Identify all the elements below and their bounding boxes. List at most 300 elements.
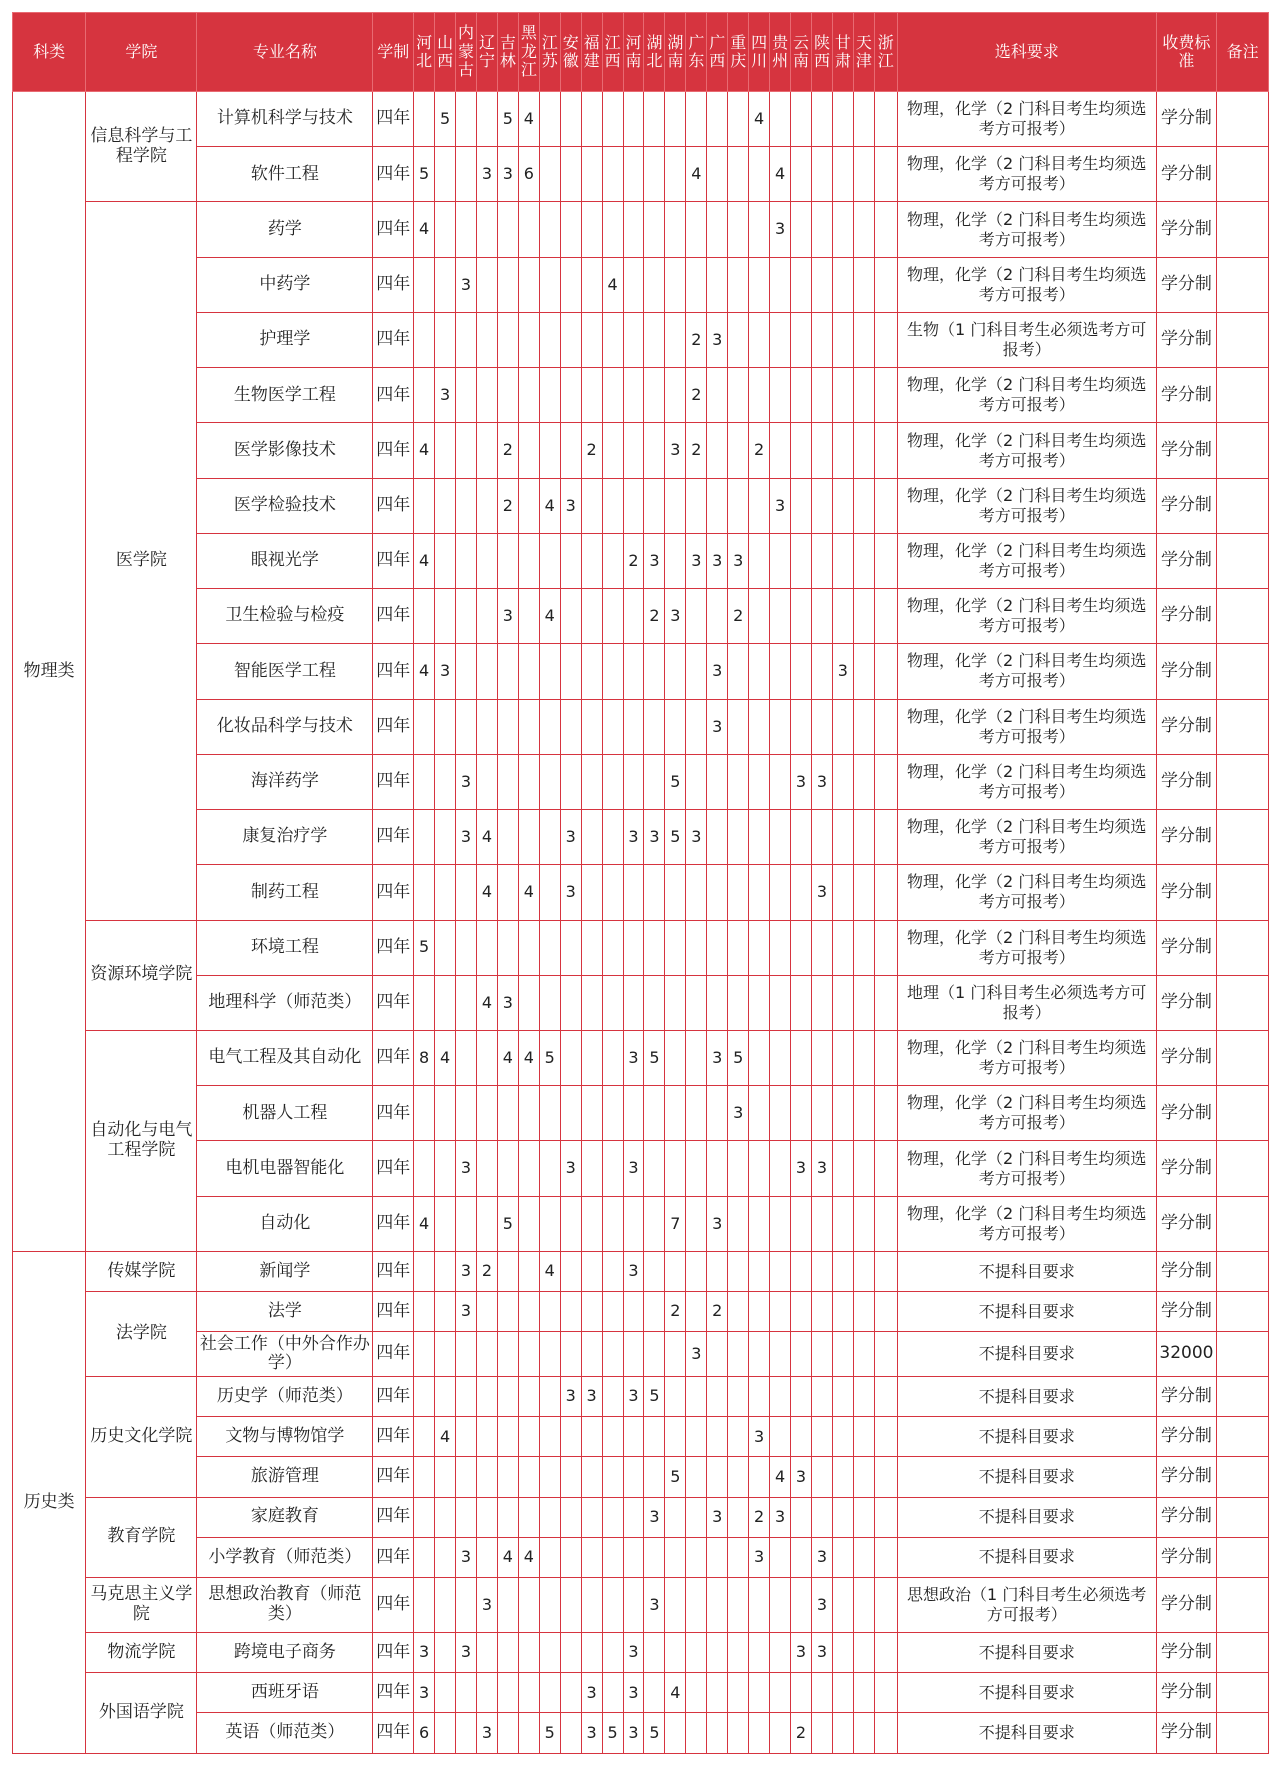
province-quota-cell	[874, 1537, 897, 1577]
province-quota-cell	[874, 1141, 897, 1196]
province-quota-cell	[435, 699, 456, 754]
requirement-cell: 生物（1 门科目考生必须选考方可报考）	[897, 312, 1156, 367]
province-quota-cell	[686, 1713, 707, 1754]
duration-cell: 四年	[373, 312, 414, 367]
province-quota-cell	[644, 1457, 665, 1497]
province-quota-cell	[623, 865, 644, 920]
province-quota-cell	[623, 1292, 644, 1332]
province-quota-cell	[456, 1030, 477, 1085]
province-quota-cell	[560, 754, 581, 809]
province-quota-cell	[414, 1497, 435, 1537]
province-quota-cell	[623, 1417, 644, 1457]
province-quota-cell	[518, 312, 539, 367]
fee-cell: 学分制	[1156, 699, 1217, 754]
note-cell	[1217, 1030, 1269, 1085]
province-quota-cell	[874, 810, 897, 865]
province-quota-cell	[832, 1030, 853, 1085]
province-quota-cell	[707, 1713, 728, 1754]
province-quota-cell	[874, 1497, 897, 1537]
province-quota-cell	[791, 1577, 812, 1632]
province-quota-cell: 2	[686, 312, 707, 367]
province-quota-cell	[581, 1497, 602, 1537]
requirement-cell: 不提科目要求	[897, 1377, 1156, 1417]
province-quota-cell: 4	[414, 1196, 435, 1251]
province-quota-cell	[644, 754, 665, 809]
province-quota-cell	[749, 754, 770, 809]
province-quota-cell	[560, 1030, 581, 1085]
major-name-cell: 软件工程	[197, 147, 373, 202]
header-province: 浙江	[874, 13, 897, 92]
province-quota-cell	[497, 699, 518, 754]
table-row	[13, 1633, 1269, 1673]
province-quota-cell	[707, 1577, 728, 1632]
province-quota-cell: 3	[623, 1713, 644, 1754]
province-quota-cell	[791, 1537, 812, 1577]
fee-cell: 32000	[1156, 1332, 1217, 1377]
province-quota-cell: 4	[414, 202, 435, 257]
province-quota-cell	[686, 1377, 707, 1417]
header-province: 云南	[791, 13, 812, 92]
province-quota-cell	[728, 1196, 749, 1251]
province-quota-cell	[476, 1417, 497, 1457]
province-quota-cell	[770, 312, 791, 367]
province-quota-cell	[602, 1332, 623, 1377]
province-quota-cell	[476, 1497, 497, 1537]
header-requirement: 选科要求	[897, 13, 1156, 92]
province-quota-cell	[665, 147, 686, 202]
major-name-cell: 电机电器智能化	[197, 1141, 373, 1196]
province-quota-cell	[560, 257, 581, 312]
province-quota-cell	[874, 1673, 897, 1713]
province-quota-cell	[539, 644, 560, 699]
duration-cell: 四年	[373, 1292, 414, 1332]
province-quota-cell: 8	[414, 1030, 435, 1085]
province-quota-cell	[497, 920, 518, 975]
province-quota-cell	[665, 1537, 686, 1577]
province-quota-cell	[602, 1417, 623, 1457]
note-cell	[1217, 1497, 1269, 1537]
province-quota-cell	[414, 1086, 435, 1141]
province-quota-cell	[791, 975, 812, 1030]
requirement-cell: 物理，化学（2 门科目考生均须选考方可报考）	[897, 1196, 1156, 1251]
province-quota-cell: 5	[497, 1196, 518, 1251]
province-quota-cell	[581, 533, 602, 588]
province-quota-cell: 5	[644, 1713, 665, 1754]
fee-cell: 学分制	[1156, 1633, 1217, 1673]
college-cell: 资源环境学院	[86, 920, 197, 1030]
province-quota-cell	[539, 865, 560, 920]
major-name-cell: 思想政治教育（师范类）	[197, 1577, 373, 1632]
province-quota-cell	[686, 1417, 707, 1457]
province-quota-cell	[770, 589, 791, 644]
province-quota-cell	[853, 257, 874, 312]
duration-cell: 四年	[373, 1537, 414, 1577]
province-quota-cell	[476, 1196, 497, 1251]
province-quota-cell	[728, 1497, 749, 1537]
duration-cell: 四年	[373, 368, 414, 423]
province-quota-cell: 4	[665, 1673, 686, 1713]
province-quota-cell	[811, 589, 832, 644]
province-quota-cell	[539, 975, 560, 1030]
province-quota-cell	[853, 1417, 874, 1457]
province-quota-cell	[832, 865, 853, 920]
province-quota-cell	[414, 1332, 435, 1377]
province-quota-cell	[644, 920, 665, 975]
header-major: 专业名称	[197, 13, 373, 92]
requirement-cell: 不提科目要求	[897, 1332, 1156, 1377]
province-quota-cell	[665, 1030, 686, 1085]
province-quota-cell	[728, 920, 749, 975]
province-quota-cell	[811, 975, 832, 1030]
note-cell	[1217, 810, 1269, 865]
duration-cell: 四年	[373, 1713, 414, 1754]
duration-cell: 四年	[373, 644, 414, 699]
province-quota-cell	[581, 1030, 602, 1085]
province-quota-cell	[832, 1633, 853, 1673]
province-quota-cell	[853, 1030, 874, 1085]
table-row	[13, 368, 1269, 423]
province-quota-cell	[770, 975, 791, 1030]
province-quota-cell	[581, 202, 602, 257]
province-quota-cell	[456, 1713, 477, 1754]
province-quota-cell	[602, 1196, 623, 1251]
note-cell	[1217, 147, 1269, 202]
province-quota-cell	[539, 1577, 560, 1632]
province-quota-cell	[686, 92, 707, 147]
province-quota-cell	[749, 533, 770, 588]
requirement-cell: 思想政治（1 门科目考生必须选考方可报考）	[897, 1577, 1156, 1632]
province-quota-cell: 7	[665, 1196, 686, 1251]
fee-cell: 学分制	[1156, 1086, 1217, 1141]
province-quota-cell	[665, 312, 686, 367]
province-quota-cell	[811, 147, 832, 202]
header-duration: 学制	[373, 13, 414, 92]
province-quota-cell	[476, 1537, 497, 1577]
province-quota-cell	[497, 368, 518, 423]
province-quota-cell	[728, 1417, 749, 1457]
province-quota-cell	[791, 1086, 812, 1141]
province-quota-cell	[770, 1086, 791, 1141]
province-quota-cell	[456, 423, 477, 478]
province-quota-cell	[560, 312, 581, 367]
province-quota-cell	[770, 699, 791, 754]
fee-cell: 学分制	[1156, 1673, 1217, 1713]
province-quota-cell: 3	[811, 1141, 832, 1196]
province-quota-cell: 3	[476, 147, 497, 202]
province-quota-cell	[811, 1377, 832, 1417]
province-quota-cell	[623, 1537, 644, 1577]
province-quota-cell	[728, 1577, 749, 1632]
province-quota-cell	[518, 533, 539, 588]
duration-cell: 四年	[373, 1196, 414, 1251]
province-quota-cell	[476, 1141, 497, 1196]
province-quota-cell	[832, 754, 853, 809]
header-province: 福建	[581, 13, 602, 92]
province-quota-cell	[707, 1417, 728, 1457]
province-quota-cell: 4	[539, 1251, 560, 1291]
note-cell	[1217, 312, 1269, 367]
duration-cell: 四年	[373, 1633, 414, 1673]
province-quota-cell	[749, 368, 770, 423]
province-quota-cell	[853, 478, 874, 533]
province-quota-cell	[518, 699, 539, 754]
province-quota-cell: 5	[414, 147, 435, 202]
province-quota-cell	[811, 1713, 832, 1754]
province-quota-cell	[853, 423, 874, 478]
province-quota-cell	[476, 533, 497, 588]
province-quota-cell	[728, 865, 749, 920]
province-quota-cell	[686, 754, 707, 809]
province-quota-cell	[665, 92, 686, 147]
fee-cell: 学分制	[1156, 644, 1217, 699]
province-quota-cell: 5	[644, 1030, 665, 1085]
province-quota-cell	[874, 1251, 897, 1291]
province-quota-cell	[749, 589, 770, 644]
province-quota-cell: 3	[623, 1251, 644, 1291]
province-quota-cell	[518, 1673, 539, 1713]
province-quota-cell	[476, 92, 497, 147]
province-quota-cell	[749, 312, 770, 367]
province-quota-cell	[644, 202, 665, 257]
fee-cell: 学分制	[1156, 202, 1217, 257]
note-cell	[1217, 368, 1269, 423]
subject-category-cell: 历史类	[13, 1251, 86, 1753]
province-quota-cell	[707, 1377, 728, 1417]
major-name-cell: 英语（师范类）	[197, 1713, 373, 1754]
college-cell: 物流学院	[86, 1633, 197, 1673]
header-province: 辽宁	[476, 13, 497, 92]
province-quota-cell	[476, 1633, 497, 1673]
province-quota-cell: 4	[518, 865, 539, 920]
province-quota-cell	[623, 754, 644, 809]
province-quota-cell	[539, 1332, 560, 1377]
province-quota-cell: 2	[707, 1292, 728, 1332]
note-cell	[1217, 1332, 1269, 1377]
province-quota-cell	[811, 1417, 832, 1457]
province-quota-cell	[476, 423, 497, 478]
table-row	[13, 920, 1269, 975]
province-quota-cell: 4	[749, 92, 770, 147]
requirement-cell: 物理，化学（2 门科目考生均须选考方可报考）	[897, 754, 1156, 809]
province-quota-cell	[644, 1332, 665, 1377]
province-quota-cell	[874, 1030, 897, 1085]
table-row	[13, 754, 1269, 809]
province-quota-cell: 2	[581, 423, 602, 478]
province-quota-cell: 3	[560, 810, 581, 865]
province-quota-cell	[623, 644, 644, 699]
province-quota-cell	[770, 1673, 791, 1713]
province-quota-cell	[623, 147, 644, 202]
province-quota-cell	[853, 1086, 874, 1141]
header-province: 山西	[435, 13, 456, 92]
province-quota-cell	[623, 423, 644, 478]
province-quota-cell	[832, 478, 853, 533]
province-quota-cell: 3	[435, 368, 456, 423]
college-cell: 外国语学院	[86, 1673, 197, 1754]
province-quota-cell	[811, 423, 832, 478]
requirement-cell: 不提科目要求	[897, 1633, 1156, 1673]
province-quota-cell: 2	[791, 1713, 812, 1754]
province-quota-cell: 3	[707, 533, 728, 588]
fee-cell: 学分制	[1156, 1292, 1217, 1332]
province-quota-cell	[581, 865, 602, 920]
header-province: 重庆	[728, 13, 749, 92]
province-quota-cell	[770, 368, 791, 423]
province-quota-cell	[686, 1086, 707, 1141]
province-quota-cell	[665, 478, 686, 533]
province-quota-cell	[414, 1577, 435, 1632]
header-province: 湖南	[665, 13, 686, 92]
province-quota-cell	[853, 147, 874, 202]
province-quota-cell	[874, 920, 897, 975]
header-province: 河北	[414, 13, 435, 92]
province-quota-cell	[791, 1497, 812, 1537]
duration-cell: 四年	[373, 1377, 414, 1417]
province-quota-cell	[602, 1030, 623, 1085]
province-quota-cell	[518, 1196, 539, 1251]
province-quota-cell	[874, 533, 897, 588]
province-quota-cell	[728, 147, 749, 202]
province-quota-cell	[707, 810, 728, 865]
province-quota-cell	[728, 1251, 749, 1291]
province-quota-cell	[707, 975, 728, 1030]
province-quota-cell	[435, 1251, 456, 1291]
province-quota-cell	[456, 478, 477, 533]
province-quota-cell	[832, 1457, 853, 1497]
note-cell	[1217, 533, 1269, 588]
major-name-cell: 眼视光学	[197, 533, 373, 588]
province-quota-cell	[644, 423, 665, 478]
province-quota-cell	[435, 1497, 456, 1537]
province-quota-cell: 2	[749, 423, 770, 478]
province-quota-cell	[791, 312, 812, 367]
table-row	[13, 1030, 1269, 1085]
province-quota-cell	[414, 810, 435, 865]
fee-cell: 学分制	[1156, 589, 1217, 644]
province-quota-cell	[539, 699, 560, 754]
table-row	[13, 975, 1269, 1030]
province-quota-cell	[686, 1141, 707, 1196]
province-quota-cell	[539, 1141, 560, 1196]
province-quota-cell	[476, 1332, 497, 1377]
province-quota-cell	[791, 257, 812, 312]
province-quota-cell	[665, 1141, 686, 1196]
province-quota-cell: 3	[728, 1086, 749, 1141]
province-quota-cell	[644, 1196, 665, 1251]
province-quota-cell	[770, 257, 791, 312]
province-quota-cell	[456, 92, 477, 147]
province-quota-cell	[874, 1292, 897, 1332]
province-quota-cell	[791, 644, 812, 699]
province-quota-cell	[707, 92, 728, 147]
province-quota-cell	[770, 92, 791, 147]
requirement-cell: 不提科目要求	[897, 1292, 1156, 1332]
province-quota-cell	[623, 1086, 644, 1141]
province-quota-cell	[811, 1292, 832, 1332]
province-quota-cell	[623, 975, 644, 1030]
province-quota-cell: 3	[560, 478, 581, 533]
province-quota-cell	[707, 1141, 728, 1196]
fee-cell: 学分制	[1156, 1251, 1217, 1291]
province-quota-cell	[665, 1577, 686, 1632]
major-name-cell: 新闻学	[197, 1251, 373, 1291]
province-quota-cell: 2	[728, 589, 749, 644]
province-quota-cell	[686, 699, 707, 754]
province-quota-cell: 3	[414, 1673, 435, 1713]
fee-cell: 学分制	[1156, 1457, 1217, 1497]
province-quota-cell	[539, 147, 560, 202]
province-quota-cell	[581, 147, 602, 202]
requirement-cell: 物理，化学（2 门科目考生均须选考方可报考）	[897, 257, 1156, 312]
province-quota-cell	[602, 368, 623, 423]
duration-cell: 四年	[373, 1457, 414, 1497]
province-quota-cell: 3	[644, 1497, 665, 1537]
province-quota-cell	[539, 533, 560, 588]
province-quota-cell	[518, 202, 539, 257]
table-row	[13, 92, 1269, 147]
note-cell	[1217, 754, 1269, 809]
province-quota-cell	[602, 810, 623, 865]
province-quota-cell: 3	[456, 810, 477, 865]
province-quota-cell	[435, 533, 456, 588]
province-quota-cell: 5	[665, 754, 686, 809]
province-quota-cell	[874, 368, 897, 423]
province-quota-cell	[435, 1673, 456, 1713]
province-quota-cell	[414, 257, 435, 312]
province-quota-cell	[853, 754, 874, 809]
table-row	[13, 533, 1269, 588]
province-quota-cell	[749, 1633, 770, 1673]
header-province: 贵州	[770, 13, 791, 92]
province-quota-cell: 2	[497, 423, 518, 478]
note-cell	[1217, 1457, 1269, 1497]
province-quota-cell	[749, 202, 770, 257]
province-quota-cell	[853, 810, 874, 865]
duration-cell: 四年	[373, 1673, 414, 1713]
province-quota-cell	[853, 920, 874, 975]
note-cell	[1217, 1713, 1269, 1754]
province-quota-cell	[497, 202, 518, 257]
province-quota-cell	[749, 1377, 770, 1417]
province-quota-cell	[874, 1577, 897, 1632]
duration-cell: 四年	[373, 257, 414, 312]
college-cell: 马克思主义学院	[86, 1577, 197, 1632]
province-quota-cell: 4	[435, 1030, 456, 1085]
note-cell	[1217, 1417, 1269, 1457]
province-quota-cell: 4	[602, 257, 623, 312]
province-quota-cell	[832, 1497, 853, 1537]
province-quota-cell	[476, 754, 497, 809]
province-quota-cell	[832, 1537, 853, 1577]
province-quota-cell	[749, 920, 770, 975]
table-row	[13, 1537, 1269, 1577]
province-quota-cell	[791, 920, 812, 975]
province-quota-cell	[476, 312, 497, 367]
province-quota-cell: 3	[456, 1633, 477, 1673]
province-quota-cell	[749, 1086, 770, 1141]
province-quota-cell	[728, 699, 749, 754]
province-quota-cell	[602, 202, 623, 257]
province-quota-cell	[770, 1377, 791, 1417]
province-quota-cell	[476, 920, 497, 975]
province-quota-cell	[518, 1417, 539, 1457]
province-quota-cell	[770, 810, 791, 865]
note-cell	[1217, 1086, 1269, 1141]
fee-cell: 学分制	[1156, 975, 1217, 1030]
college-cell: 传媒学院	[86, 1251, 197, 1291]
table-row	[13, 147, 1269, 202]
requirement-cell: 不提科目要求	[897, 1417, 1156, 1457]
